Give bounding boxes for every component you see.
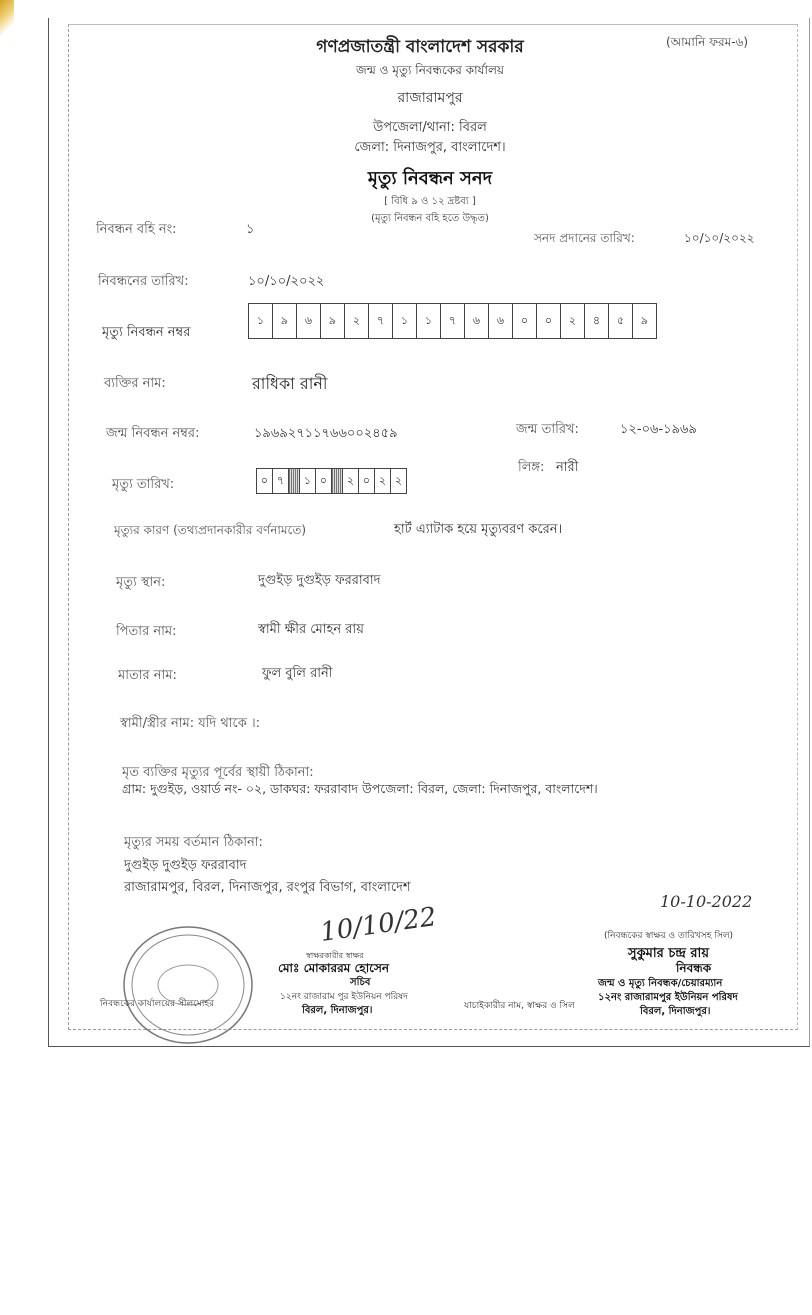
cause-value: হার্ট এ্যাটাক হয়ে মৃত্যুবরণ করেন। <box>394 522 563 537</box>
signer-caption-small: স্বাক্ষরকারীর স্বাক্ষর <box>306 951 364 960</box>
birth-reg-no-label: জন্ম নিবন্ধন নম্বর: <box>106 426 200 441</box>
reg-date-label: নিবন্ধনের তারিখ: <box>98 274 189 289</box>
cause-label: মৃত্যুর কারণ (তথ্যপ্রদানকারীর বর্ণনামতে) <box>114 523 307 537</box>
government-title: গণপ্রজাতন্ত্রী বাংলাদেশ সরকার <box>316 37 524 57</box>
reg-digit-cell: ৬ <box>465 304 489 338</box>
date-digit-cell: ২ <box>343 469 359 493</box>
left-signature: 10/10/22 <box>318 902 439 948</box>
left-signer-title: সচিব <box>350 977 371 988</box>
seal-caption: নিবন্ধকের কার্যালয়ের সীলমোহর <box>100 999 215 1009</box>
date-digit-cell: ০ <box>316 469 332 493</box>
death-place-value: দুগুইড় দুগুইড় ফররাবাদ <box>258 573 381 588</box>
present-address-label: মৃত্যুর সময় বর্তমান ঠিকানা: <box>124 835 263 850</box>
birth-date-value: ১২-০৬-১৯৬৯ <box>620 422 697 437</box>
date-separator <box>332 469 343 493</box>
verifier-caption: যাচাইকারীর নাম, স্বাক্ষর ও সিল <box>464 1001 575 1011</box>
registrar-org: ১২নং রাজারামপুর ইউনিয়ন পরিষদ <box>598 992 738 1003</box>
reg-digit-cell: ০ <box>513 304 537 338</box>
reg-digit-cell: ১ <box>249 304 273 338</box>
upazila-line: উপজেলা/থানা: বিরল <box>373 120 487 135</box>
date-digit-cell: ০ <box>257 469 273 493</box>
reg-date-value: ১০/১০/২০২২ <box>248 274 325 289</box>
registrar-caption: (নিবন্ধকের স্বাক্ষর ও তারিখসহ সিল) <box>604 931 734 941</box>
mother-label: মাতার নাম: <box>118 668 177 683</box>
reg-digit-cell: ৫ <box>609 304 633 338</box>
present-address-line1: দুগুইড় দুগুইড় ফররাবাদ <box>124 858 247 873</box>
reg-digit-cell: ৬ <box>489 304 513 338</box>
district-line: জেলা: দিনাজপুর, বাংলাদেশ। <box>354 140 506 155</box>
union-name: রাজারামপুর <box>397 90 463 106</box>
reg-digit-cell: ১ <box>417 304 441 338</box>
book-no-value: ১ <box>246 222 255 237</box>
reg-digit-cell: ৬ <box>297 304 321 338</box>
reg-digit-cell: ১ <box>393 304 417 338</box>
extract-note: (মৃত্যু নিবন্ধন বহি হতে উদ্ধৃত) <box>371 213 489 224</box>
date-digit-cell: ১ <box>300 469 316 493</box>
birth-reg-no-value: ১৯৬৯২৭১১৭৬৬০০২৪৫৯ <box>254 426 398 441</box>
reg-digit-cell: ২ <box>345 304 369 338</box>
date-digit-cell: ২ <box>375 469 391 493</box>
name-value: রাধিকা রানী <box>252 374 328 393</box>
death-reg-no-grid <box>248 303 657 339</box>
issue-date-label: সনদ প্রদানের তারিখ: <box>534 231 635 245</box>
permanent-address-label: মৃত ব্যক্তির মৃত্যুর পূর্বের স্থায়ী ঠিকানা: <box>122 765 314 780</box>
present-address-line2: রাজারামপুর, বিরল, দিনাজপুর, রংপুর বিভাগ, বাংলাদেশ <box>124 880 411 895</box>
reg-digit-cell: ৭ <box>369 304 393 338</box>
registrar-role: নিবন্ধক <box>676 961 712 975</box>
gender-label: লিঙ্গ: <box>518 460 545 475</box>
issue-date-value: ১০/১০/২০২২ <box>684 231 755 245</box>
certificate-title: মৃত্যু নিবন্ধন সনদ <box>367 168 493 189</box>
rule-reference: [ বিধি ৯ ও ১২ দ্রষ্টব্য ] <box>384 196 476 207</box>
gender-value: নারী <box>556 460 579 475</box>
date-digit-cell: ৭ <box>273 469 289 493</box>
form-tag: (আমানি ফরম-৬) <box>666 35 749 49</box>
registrar-office: জন্ম ও মৃত্যু নিবন্ধক/চেয়ারম্যান <box>598 978 723 989</box>
mother-value: ফুল বুলি রানী <box>262 666 333 681</box>
date-digit-cell: ০ <box>359 469 375 493</box>
permanent-address-value: গ্রাম: দুগুইড়, ওয়ার্ড নং- ০২, ডাকঘর: ফররাবাদ উপজেলা: বিরল, জেলা: দিনাজপুর, বাংলাদেশ। <box>122 781 598 796</box>
birth-date-label: জন্ম তারিখ: <box>516 422 579 437</box>
reg-digit-cell: ৭ <box>441 304 465 338</box>
registrar-place: বিরল, দিনাজপুর। <box>640 1006 711 1017</box>
left-signer-place: বিরল, দিনাজপুর। <box>302 1005 373 1016</box>
registrar-name: সুকুমার চন্দ্র রায় <box>628 946 709 961</box>
left-signer-name: মোঃ মোকাররম হোসেন <box>278 961 390 975</box>
reg-digit-cell: ২ <box>561 304 585 338</box>
left-signer-org: ১২নং রাজারাম পুর ইউনিয়ন পরিষদ <box>280 992 408 1002</box>
death-place-label: মৃত্যু স্থান: <box>116 575 166 590</box>
death-reg-no-label: মৃত্যু নিবন্ধন নম্বর <box>102 325 191 340</box>
date-separator <box>289 469 300 493</box>
date-digit-cell: ২ <box>394 473 403 487</box>
reg-digit-cell: ৪ <box>585 304 609 338</box>
reg-digit-cell: ০ <box>537 304 561 338</box>
father-value: স্বামী ক্ষীর মোহন রায় <box>258 622 364 637</box>
reg-digit-cell: ৯ <box>273 304 297 338</box>
reg-digit-cell: ৯ <box>321 304 345 338</box>
right-signature: 10-10-2022 <box>660 892 753 911</box>
scan-corner-artifact <box>0 0 14 40</box>
father-label: পিতার নাম: <box>116 624 177 639</box>
death-date-grid <box>256 468 407 494</box>
death-date-label: মৃত্যু তারিখ: <box>112 477 175 492</box>
name-label: ব্যক্তির নাম: <box>104 376 166 391</box>
office-name: জন্ম ও মৃত্যু নিবন্ধকের কার্যালয় <box>356 63 504 77</box>
registrar-office-seal <box>118 922 258 1052</box>
reg-digit-cell: ৯ <box>640 313 649 327</box>
spouse-label: স্বামী/স্ত্রীর নাম: যদি থাকে ।: <box>120 716 261 731</box>
book-no-label: নিবন্ধন বহি নং: <box>96 222 177 237</box>
